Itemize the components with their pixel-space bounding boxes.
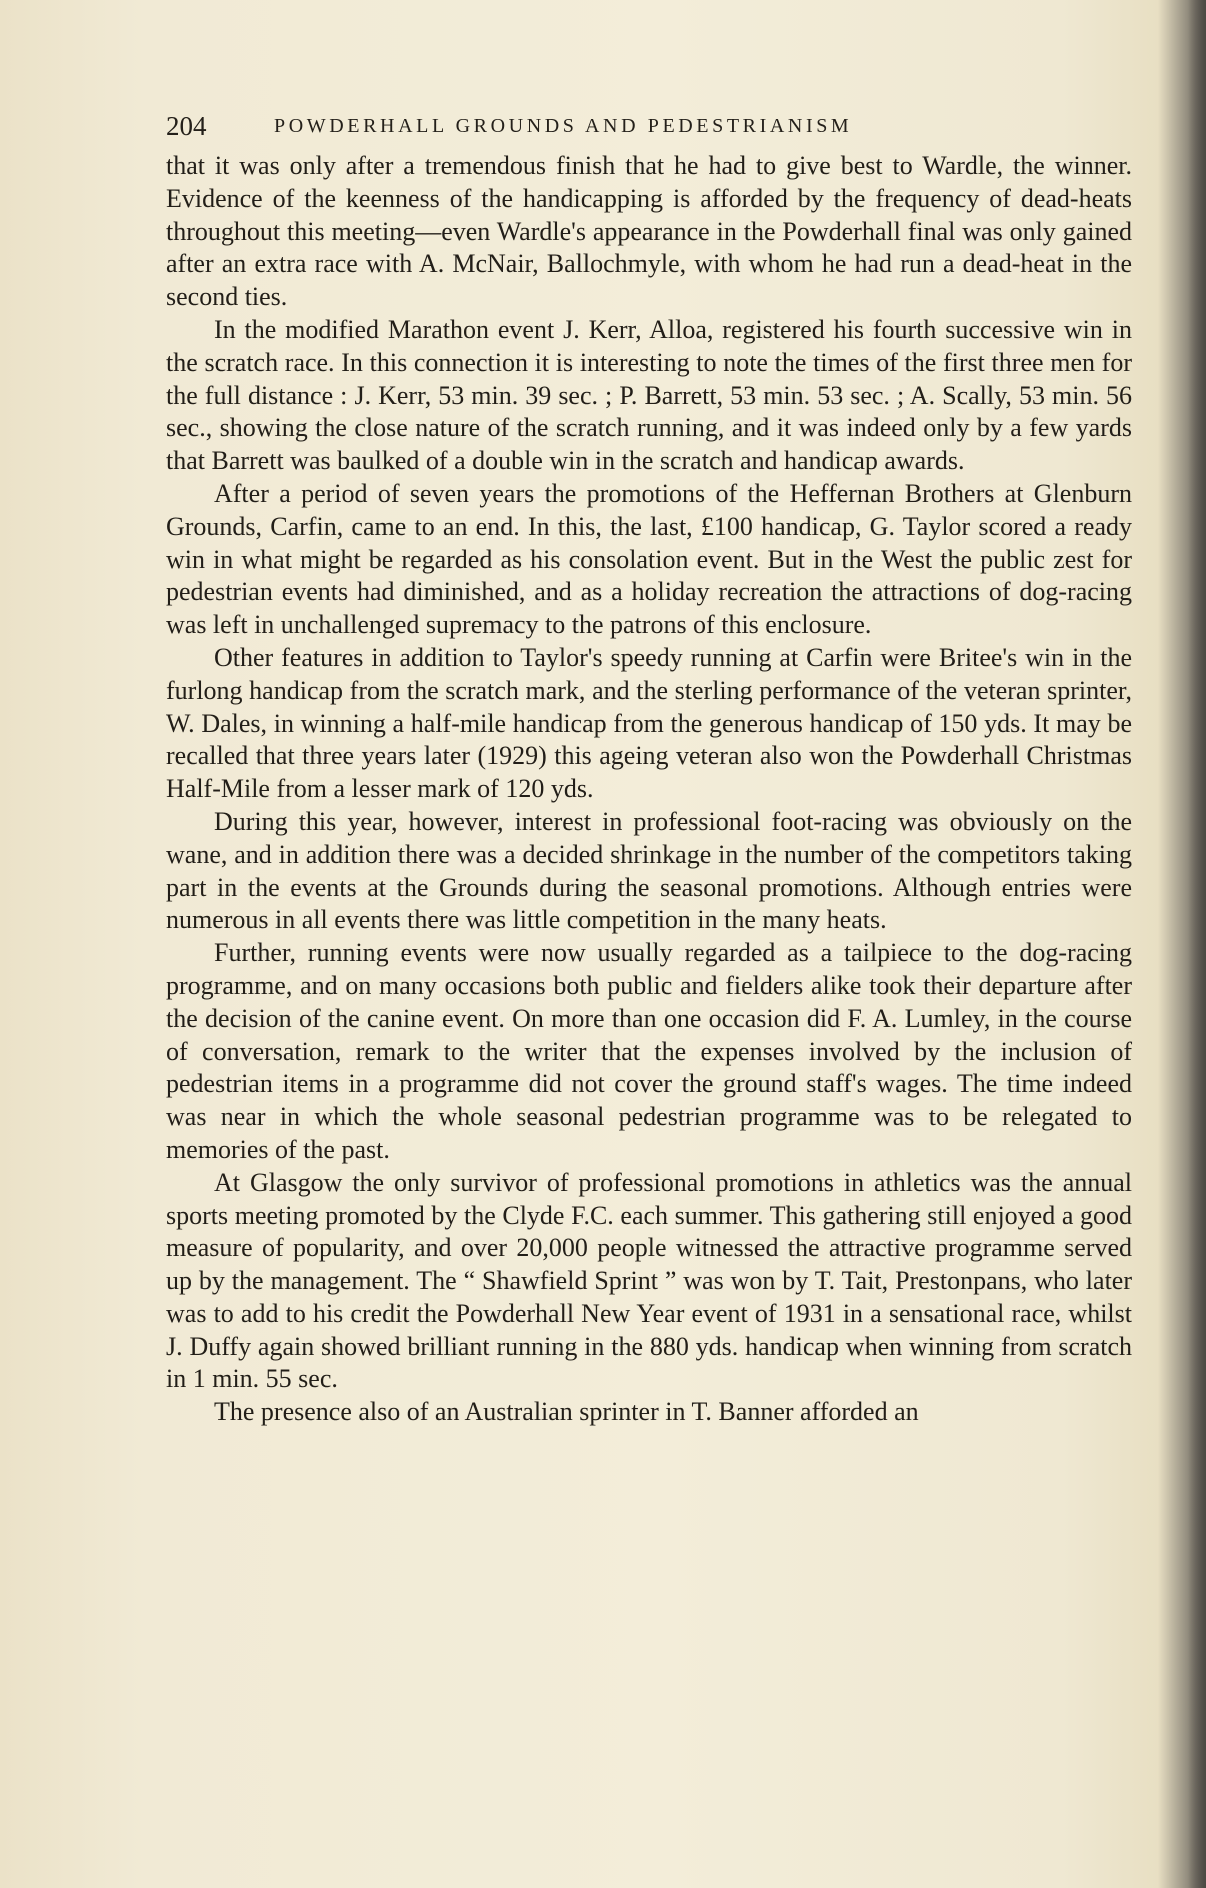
paragraph-1: that it was only after a tremendous finish that he had to give best to Wardle, the winner. Evidence of the keenness of the handicapping is afforded by the frequency of dead-heats throughout this meeting—even Wardle's appearance in the Powderhall final was only gained after an extra race with A. McNair, Ballochmyle, with whom he had run a dead-heat in the second ties. [166, 151, 1132, 312]
paragraph-2: In the modified Marathon event J. Kerr, Alloa, registered his fourth successive win in the scratch race. In this connection it is interesting to note the times of the first three men for the full distance : J. Kerr, 53 min. 39 sec. ; P. Barrett, 53 min. 53 sec. ; A. Scally, 53 min. 56 sec., showing the close nature of the scratch running, and it was indeed only by a few yards that Barrett was baulked of a double win in the scratch and handicap awards. [166, 314, 1132, 476]
paragraph-5: During this year, however, interest in professional foot-racing was obviously on the wane, and in addition there was a decided shrinkage in the number of the competitors taking part in the events at the Grounds during the seasonal promotions. Although entries were numerous in all events there was little competition in the many heats. [166, 806, 1132, 935]
paragraph-8: The presence also of an Australian sprinter in T. Banner afforded an [214, 1397, 919, 1427]
paragraph-3: After a period of seven years the promotions of the Heffernan Brothers at Glenburn Grounds, Carfin, came to an end. In this, the last, £100 handicap, G. Taylor scored a ready win in what might be regarded as his consolation event. But in the West the public zest for pedestrian events had diminished, and as a holiday recreation the attractions of dog-racing was left in unchallenged supremacy to the patrons of this enclosure. [166, 478, 1132, 640]
paragraph-4: Other features in addition to Taylor's speedy running at Carfin were Britee's win in the furlong handicap from the scratch mark, and the sterling performance of the veteran sprinter, W. Dales, in winning a half-mile handicap from the generous handicap of 150 yds. It may be recalled that three years later (1929) this ageing veteran also won the Powderhall Christmas Half-Mile from a lesser mark of 120 yds. [166, 642, 1132, 804]
page-number: 204 [166, 111, 207, 141]
page-header [166, 108, 1126, 144]
paragraph-6: Further, running events were now usually regarded as a tailpiece to the dog-racing programme, and on many occasions both public and fielders alike took their departure after the decision of the canine event. On more than one occasion did F. A. Lumley, in the course of conversation, remark to the writer that the expenses involved by the inclusion of pedestrian items in a programme did not cover the ground staff's wages. The time indeed was near in which the whole seasonal pedestrian programme was to be relegated to memories of the past. [166, 938, 1132, 1164]
page-edge-shadow [1188, 0, 1206, 1888]
paragraph-7: At Glasgow the only survivor of professional promotions in athletics was the annual sports meeting promoted by the Clyde F.C. each summer. This gathering still enjoyed a good measure of popularity, and over 20,000 people witnessed the attractive programme served up by the management. The “ Shawfield Sprint ” was won by T. Tait, Prestonpans, who later was to add to his credit the Powderhall New Year event of 1931 in a sensational race, whilst J. Duffy again showed brilliant running in the 880 yds. handicap when winning from scratch in 1 min. 55 sec. [166, 1167, 1132, 1394]
body-text [166, 150, 1132, 1429]
running-head: POWDERHALL GROUNDS AND PEDESTRIANISM [274, 115, 853, 137]
